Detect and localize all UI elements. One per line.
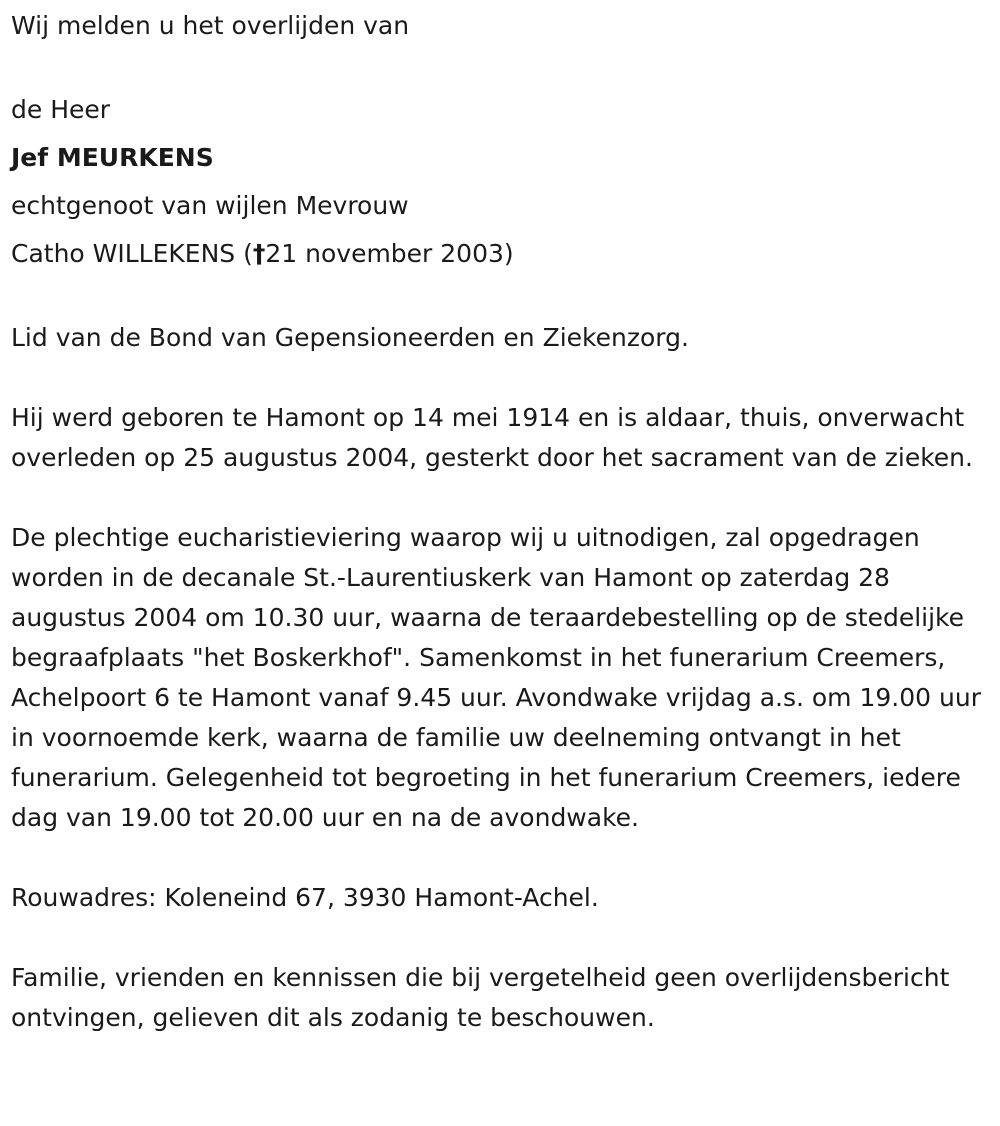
ceremony-text: De plechtige eucharistieviering waarop wij u uitnodigen, zal opgedragen worden in de decanale St.-Laurentiuskerk van Hamont op zaterdag 28 augustus 2004 om 10.30 uur, waarna de teraardebestelling op de stedelijke begraafplaats "het Boskerkhof". Samenkomst in het funerarium Creemers, Achelpoort 6 te Hamont vanaf 9.45 uur. Avondwake vrijdag a.s. om 19.00 uur in voornoemde kerk, waarna de familie uw deelneming ontvangt in het funerarium. Gelegenheid tot begroeting in het funerarium Creemers, iedere dag van 19.00 tot 20.00 uur en na de avondwake. — [11, 523, 981, 832]
cross-icon: † — [252, 239, 266, 268]
spouse-relation: echtgenoot van wijlen Mevrouw — [11, 191, 409, 220]
address-text: Rouwadres: Koleneind 67, 3930 Hamont-Achel. — [11, 883, 599, 912]
closing-text: Familie, vrienden en kennissen die bij vergetelheid geen overlijdensbericht ontvingen, gelieven dit als zodanig te beschouwen. — [11, 963, 950, 1032]
spouse-death-date: 21 november 2003) — [265, 239, 514, 268]
birth-death-text: Hij werd geboren te Hamont op 14 mei 1914 en is aldaar, thuis, onverwacht overleden op 25 augustus 2004, gesterkt door het sacrament van de zieken. — [11, 403, 973, 472]
membership-text: Lid van de Bond van Gepensioneerden en Ziekenzorg. — [11, 323, 689, 352]
intro-text: Wij melden u het overlijden van — [11, 11, 410, 40]
deceased-name: Jef MEURKENS — [11, 143, 214, 172]
honorific: de Heer — [11, 95, 111, 124]
spouse-details — [11, 230, 990, 278]
spouse-name: Catho WILLEKENS ( — [11, 239, 253, 268]
